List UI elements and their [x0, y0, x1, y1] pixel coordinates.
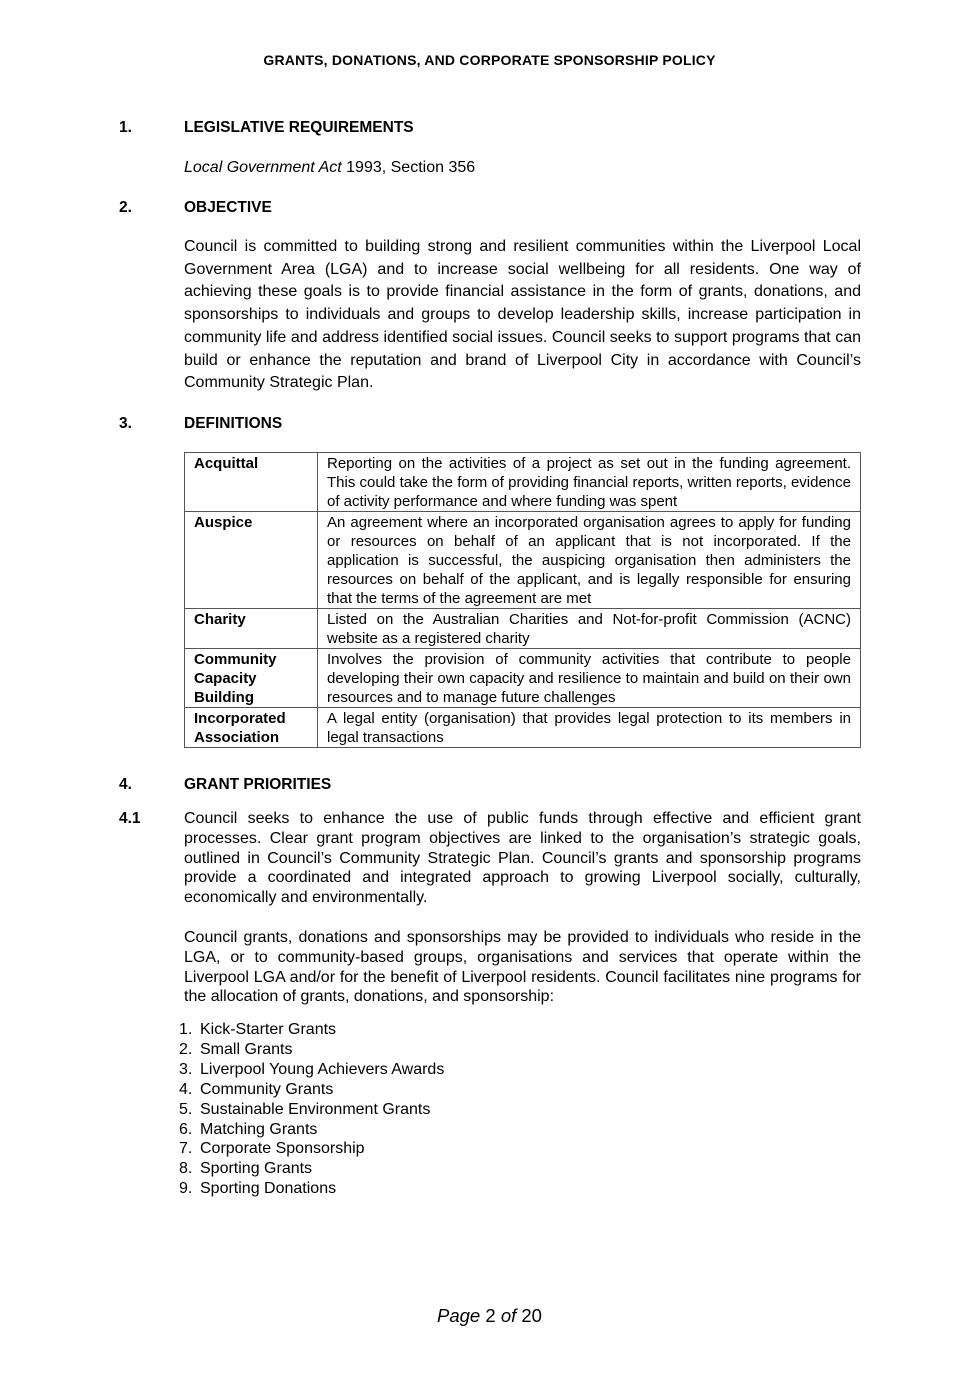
document-header: GRANTS, DONATIONS, AND CORPORATE SPONSORSHIP POLICY [263, 52, 716, 68]
list-label: Community Grants [200, 1080, 334, 1098]
act-section: 1993, Section 356 [341, 159, 476, 176]
list-number: 5. [179, 1100, 193, 1118]
table-row [185, 453, 861, 512]
list-number: 7. [179, 1140, 193, 1158]
list-label: Matching Grants [200, 1120, 318, 1138]
page-number: 2 [485, 1305, 496, 1326]
list-label: Sporting Grants [200, 1160, 313, 1178]
grant-programs-list [179, 1020, 444, 1199]
definition-term: Community Capacity Building [185, 649, 318, 708]
definitions-table [184, 452, 861, 748]
definition-text: A legal entity (organisation) that provides legal protection to its members in legal transactions [318, 708, 861, 748]
list-number: 2. [179, 1040, 193, 1058]
list-label: Small Grants [200, 1040, 293, 1058]
grant-priorities-paragraph-2: Council grants, donations and sponsorships may be provided to individuals who reside in the LGA, or to community-based groups, organisations and services that operate within the Liverpool LGA and/or for the benefit of Liverpool residents. Council facilitates nine programs for the allocation of grants, donations, and sponsorship: [184, 929, 861, 1006]
legislation-reference [184, 157, 861, 180]
definition-text: Listed on the Australian Charities and Not-for-profit Commission (ACNC) website as a registered charity [318, 609, 861, 649]
list-item [179, 1179, 444, 1199]
act-name: Local Government Act [184, 159, 342, 176]
section-number: 3. [119, 415, 132, 432]
section-title: DEFINITIONS [184, 415, 283, 432]
list-label: Corporate Sponsorship [200, 1140, 365, 1158]
section-title: OBJECTIVE [184, 199, 272, 216]
list-item [179, 1060, 444, 1080]
list-item [179, 1139, 444, 1159]
list-item [179, 1120, 444, 1140]
list-number: 9. [179, 1180, 193, 1198]
definition-term: Incorporated Association [185, 708, 318, 748]
list-number: 6. [179, 1120, 193, 1138]
table-row [185, 512, 861, 609]
definition-term: Auspice [185, 512, 318, 609]
page-word: Page [437, 1305, 481, 1326]
definition-text: Involves the provision of community activities that contribute to people developing their own capacity and resilience to maintain and build on their own resources and to manage future challenges [318, 649, 861, 708]
table-row [185, 708, 861, 748]
list-number: 1. [179, 1021, 193, 1038]
list-label: Sustainable Environment Grants [200, 1100, 431, 1118]
grant-priorities-paragraph-1: Council seeks to enhance the use of public funds through effective and efficient grant processes. Clear grant program objectives are linked to the organisation’s strategic goals, outlined in Council’s Community Strategic Plan. Council’s grants and sponsorship programs provide a coordinated and integrated approach to growing Liverpool socially, culturally, economically and environmentally. [184, 810, 861, 907]
list-number: 8. [179, 1160, 193, 1178]
list-item [179, 1159, 444, 1179]
page-total: 20 [521, 1305, 542, 1326]
list-item [179, 1040, 444, 1060]
section-number: 1. [119, 119, 132, 136]
section-title: LEGISLATIVE REQUIREMENTS [184, 119, 414, 136]
section-number: 2. [119, 199, 132, 216]
list-item [179, 1080, 444, 1100]
definition-term: Charity [185, 609, 318, 649]
subsection-number: 4.1 [119, 810, 141, 827]
definition-text: Reporting on the activities of a project as set out in the funding agreement. This could take the form of providing financial reports, written reports, evidence of activity performance and where funding was spent [318, 453, 861, 512]
list-item [179, 1020, 444, 1040]
list-label: Kick-Starter Grants [200, 1021, 337, 1038]
page-footer [0, 1305, 979, 1327]
table-row [185, 609, 861, 649]
table-row [185, 649, 861, 708]
list-label: Liverpool Young Achievers Awards [200, 1060, 445, 1078]
list-number: 4. [179, 1080, 193, 1098]
list-label: Sporting Donations [200, 1180, 337, 1198]
section-number: 4. [119, 776, 132, 793]
list-item [179, 1100, 444, 1120]
section-title: GRANT PRIORITIES [184, 776, 332, 793]
list-number: 3. [179, 1060, 193, 1078]
of-word: of [500, 1305, 517, 1326]
definition-text: An agreement where an incorporated organisation agrees to apply for funding or resources on behalf of an applicant that is not incorporated. If the application is successful, the auspicing organisation then administers the resources on behalf of the applicant, and is legally responsible for ensuring that the terms of the agreement are met [318, 512, 861, 609]
objective-paragraph: Council is committed to building strong and resilient communities within the Liverpool Local Government Area (LGA) and to increase social wellbeing for all residents. One way of achieving these goals is to provide financial assistance in the form of grants, donations, and sponsorships to individuals and groups to develop leadership skills, increase participation in community life and address identified social issues. Council seeks to support programs that can build or enhance the reputation and brand of Liverpool City in accordance with Council’s Community Strategic Plan. [184, 238, 861, 392]
definition-term: Acquittal [185, 453, 318, 512]
